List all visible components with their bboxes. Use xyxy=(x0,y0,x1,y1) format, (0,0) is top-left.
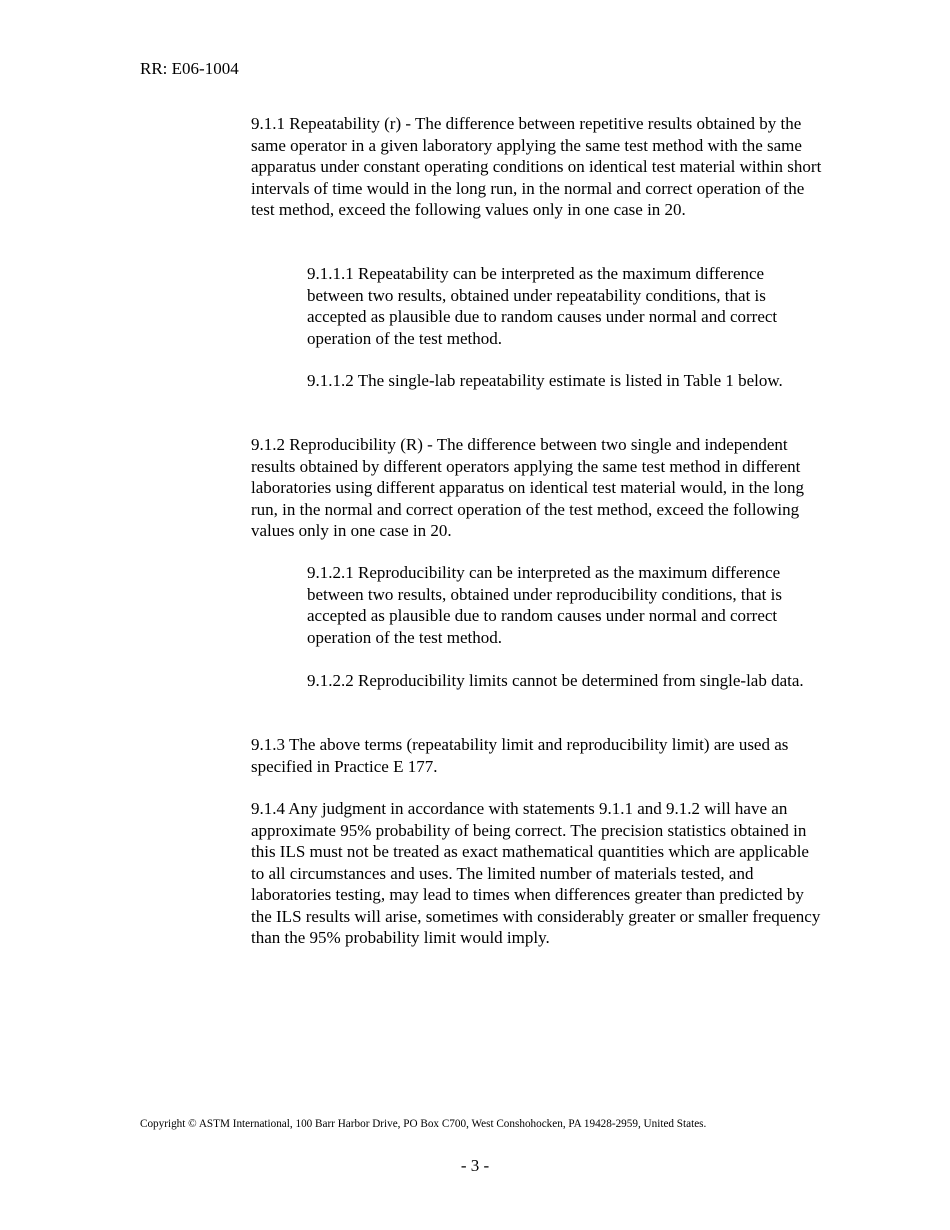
section-9-1-2-2: 9.1.2.2 Reproducibility limits cannot be determined from single-lab data. xyxy=(307,671,804,690)
section-9-1-4: 9.1.4 Any judgment in accordance with statements 9.1.1 and 9.1.2 will have an approximate 95% probability of being correct. The precision statistics obtained in this ILS must not be treated as exact mathematical quantities which are applicable to all circumstances and uses. The limited number of materials tested, and laboratories testing, may lead to times when differences greater than predicted by the ILS results will arise, sometimes with considerably greater or smaller frequency than the 95% probability limit would imply. xyxy=(251,799,821,947)
section-9-1-1-1: 9.1.1.1 Repeatability can be interpreted as the maximum difference between two results, obtained under repeatability conditions, that is accepted as plausible due to random causes under normal and correct operation of the test method. xyxy=(307,264,778,348)
page-number: - 3 - xyxy=(460,1156,490,1175)
section-9-1-1-2: 9.1.1.2 The single-lab repeatability estimate is listed in Table 1 below. xyxy=(307,371,783,390)
section-9-1-2-reproducibility: 9.1.2 Reproducibility (R) - The difference between two single and independent results obtained by different operators applying the same test method in different laboratories using different apparatus on identical test material would, in the long run, in the normal and correct operation of the test method, exceed the following values only in one case in 20. xyxy=(251,435,804,540)
section-9-1-1-repeatability: 9.1.1 Repeatability (r) - The difference between repetitive results obtained by the same operator in a given laboratory applying the same test method with the same apparatus under constant operating conditions on identical test material within short intervals of time would in the long run, in the normal and correct operation of the test method, exceed the following values only in one case in 20. xyxy=(251,114,822,219)
section-9-1-3: 9.1.3 The above terms (repeatability limit and reproducibility limit) are used as specified in Practice E 177. xyxy=(251,735,789,776)
report-number-header: RR: E06-1004 xyxy=(140,59,239,78)
section-9-1-2-1: 9.1.2.1 Reproducibility can be interpreted as the maximum difference between two results, obtained under reproducibility conditions, that is accepted as plausible due to random causes under normal and correct operation of the test method. xyxy=(307,563,782,647)
copyright-notice: Copyright © ASTM International, 100 Barr Harbor Drive, PO Box C700, West Conshohocken, PA 19428-2959, United States. xyxy=(140,1118,707,1130)
